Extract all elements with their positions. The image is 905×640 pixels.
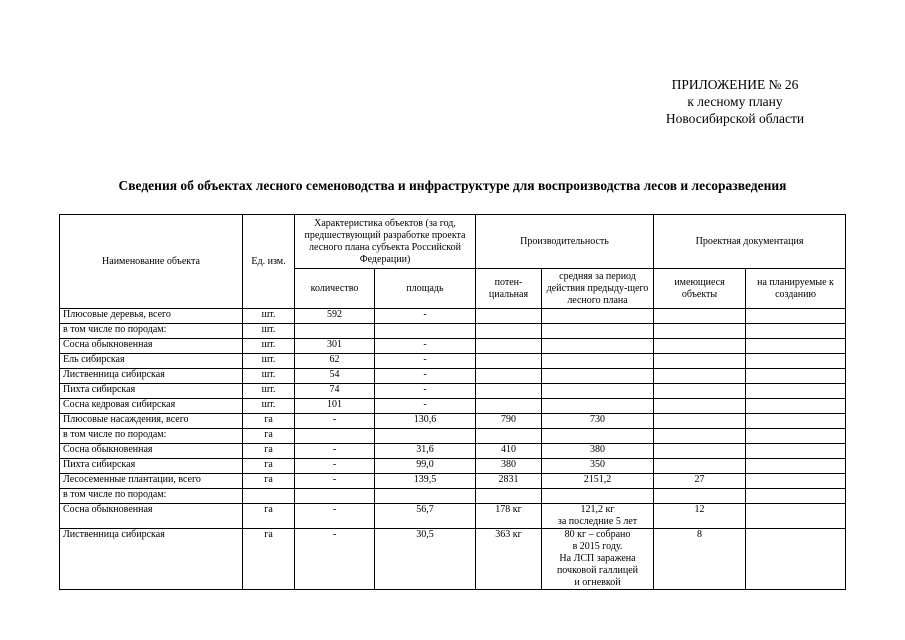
row-area: - [375, 369, 476, 384]
row-planned [746, 459, 846, 474]
row-average: 380 [542, 444, 654, 459]
row-unit: га [243, 459, 295, 474]
row-planned [746, 444, 846, 459]
row-unit: га [243, 529, 295, 590]
row-potential [476, 384, 542, 399]
col-header-name: Наименование объекта [60, 215, 243, 309]
row-average: 2151,2 [542, 474, 654, 489]
row-existing: 27 [654, 474, 746, 489]
row-area: - [375, 354, 476, 369]
appendix-line-3: Новосибирской области [665, 111, 805, 126]
row-average: 80 кг – собрано в 2015 году. На ЛСП заражена почковой галлицей и огневкой [542, 529, 654, 590]
row-potential [476, 369, 542, 384]
row-unit: шт. [243, 354, 295, 369]
row-average [542, 384, 654, 399]
row-potential: 790 [476, 414, 542, 429]
table-row [60, 384, 846, 399]
row-area: - [375, 399, 476, 414]
row-unit: га [243, 504, 295, 529]
row-potential [476, 429, 542, 444]
row-planned [746, 414, 846, 429]
row-name: Лиственница сибирская [60, 369, 243, 384]
row-name: Пихта сибирская [60, 384, 243, 399]
row-unit: шт. [243, 384, 295, 399]
row-area: 31,6 [375, 444, 476, 459]
row-area: 56,7 [375, 504, 476, 529]
row-average [542, 369, 654, 384]
row-existing [654, 354, 746, 369]
row-potential [476, 399, 542, 414]
col-header-productivity: Производительность [476, 215, 654, 269]
table-row [60, 339, 846, 354]
col-header-average: средняя за период действия предыду-щего лесного плана [542, 269, 654, 309]
row-unit: шт. [243, 369, 295, 384]
row-unit: га [243, 429, 295, 444]
row-quantity: 592 [295, 309, 375, 324]
row-existing [654, 339, 746, 354]
row-existing [654, 429, 746, 444]
row-existing [654, 324, 746, 339]
row-potential [476, 339, 542, 354]
row-quantity: 62 [295, 354, 375, 369]
col-header-quantity: количество [295, 269, 375, 309]
table-row [60, 354, 846, 369]
row-quantity: - [295, 444, 375, 459]
row-area: 139,5 [375, 474, 476, 489]
row-name: в том числе по породам: [60, 429, 243, 444]
row-potential: 363 кг [476, 529, 542, 590]
row-area: 130,6 [375, 414, 476, 429]
row-potential [476, 324, 542, 339]
row-average: 350 [542, 459, 654, 474]
row-quantity [295, 489, 375, 504]
row-existing [654, 414, 746, 429]
table-row [60, 399, 846, 414]
row-unit: га [243, 414, 295, 429]
row-potential [476, 489, 542, 504]
row-planned [746, 354, 846, 369]
row-average [542, 399, 654, 414]
row-potential: 2831 [476, 474, 542, 489]
row-existing [654, 399, 746, 414]
row-average [542, 309, 654, 324]
row-quantity: 54 [295, 369, 375, 384]
row-planned [746, 529, 846, 590]
table-row [60, 474, 846, 489]
row-potential [476, 309, 542, 324]
col-header-existing: имеющиеся объекты [654, 269, 746, 309]
row-quantity: - [295, 459, 375, 474]
row-average: 730 [542, 414, 654, 429]
row-planned [746, 339, 846, 354]
row-area [375, 489, 476, 504]
col-header-area: площадь [375, 269, 476, 309]
row-existing [654, 444, 746, 459]
row-planned [746, 369, 846, 384]
row-existing [654, 489, 746, 504]
appendix-header [600, 76, 870, 127]
row-unit [243, 489, 295, 504]
row-area: - [375, 384, 476, 399]
row-area: 99,0 [375, 459, 476, 474]
row-quantity [295, 429, 375, 444]
seed-objects-table [59, 214, 846, 590]
row-planned [746, 399, 846, 414]
row-area [375, 324, 476, 339]
row-quantity: 301 [295, 339, 375, 354]
row-potential: 178 кг [476, 504, 542, 529]
table-row [60, 414, 846, 429]
row-average [542, 489, 654, 504]
row-unit: шт. [243, 324, 295, 339]
row-name: в том числе по породам: [60, 324, 243, 339]
row-quantity: - [295, 504, 375, 529]
row-potential: 380 [476, 459, 542, 474]
table-row [60, 324, 846, 339]
row-unit: га [243, 474, 295, 489]
table-row [60, 504, 846, 529]
row-average [542, 339, 654, 354]
row-unit: шт. [243, 339, 295, 354]
row-unit: га [243, 444, 295, 459]
row-quantity: 101 [295, 399, 375, 414]
row-name: Сосна обыкновенная [60, 444, 243, 459]
row-planned [746, 489, 846, 504]
table-row [60, 369, 846, 384]
row-area: 30,5 [375, 529, 476, 590]
row-area [375, 429, 476, 444]
row-existing [654, 384, 746, 399]
row-potential [476, 354, 542, 369]
row-quantity: 74 [295, 384, 375, 399]
row-planned [746, 324, 846, 339]
row-existing: 8 [654, 529, 746, 590]
row-planned [746, 384, 846, 399]
row-name: Плюсовые деревья, всего [60, 309, 243, 324]
row-quantity: - [295, 529, 375, 590]
document-title: Сведения об объектах лесного семеноводства и инфраструктуре для воспроизводства лесов и лесоразведения [118, 178, 787, 193]
row-name: Ель сибирская [60, 354, 243, 369]
table-row [60, 309, 846, 324]
row-planned [746, 309, 846, 324]
col-header-characteristics: Характеристика объектов (за год, предшествующий разработке проекта лесного плана субъекта Российской Федерации) [295, 215, 476, 269]
row-potential: 410 [476, 444, 542, 459]
row-name: Лиственница сибирская [60, 529, 243, 590]
row-area: - [375, 309, 476, 324]
header-row-1 [60, 215, 846, 269]
row-name: Сосна кедровая сибирская [60, 399, 243, 414]
col-header-potential: потен-циальная [476, 269, 542, 309]
row-name: в том числе по породам: [60, 489, 243, 504]
row-quantity: - [295, 414, 375, 429]
table-row [60, 429, 846, 444]
row-area: - [375, 339, 476, 354]
row-average [542, 429, 654, 444]
row-planned [746, 429, 846, 444]
row-unit: шт. [243, 399, 295, 414]
row-planned [746, 504, 846, 529]
row-average [542, 354, 654, 369]
row-average [542, 324, 654, 339]
row-name: Плюсовые насаждения, всего [60, 414, 243, 429]
row-existing [654, 459, 746, 474]
row-quantity: - [295, 474, 375, 489]
table-row [60, 444, 846, 459]
row-name: Пихта сибирская [60, 459, 243, 474]
row-name: Лесосеменные плантации, всего [60, 474, 243, 489]
col-header-project-docs: Проектная документация [654, 215, 846, 269]
row-average: 121,2 кг за последние 5 лет [542, 504, 654, 529]
row-name: Сосна обыкновенная [60, 339, 243, 354]
row-existing [654, 309, 746, 324]
table-row [60, 459, 846, 474]
row-quantity [295, 324, 375, 339]
col-header-unit: Ед. изм. [243, 215, 295, 309]
row-unit: шт. [243, 309, 295, 324]
col-header-planned: на планируемые к созданию [746, 269, 846, 309]
row-planned [746, 474, 846, 489]
appendix-line-2: к лесному плану [687, 94, 783, 109]
table-row [60, 529, 846, 590]
row-existing: 12 [654, 504, 746, 529]
row-name: Сосна обыкновенная [60, 504, 243, 529]
row-existing [654, 369, 746, 384]
appendix-line-1: ПРИЛОЖЕНИЕ № 26 [671, 77, 799, 92]
table-row [60, 489, 846, 504]
